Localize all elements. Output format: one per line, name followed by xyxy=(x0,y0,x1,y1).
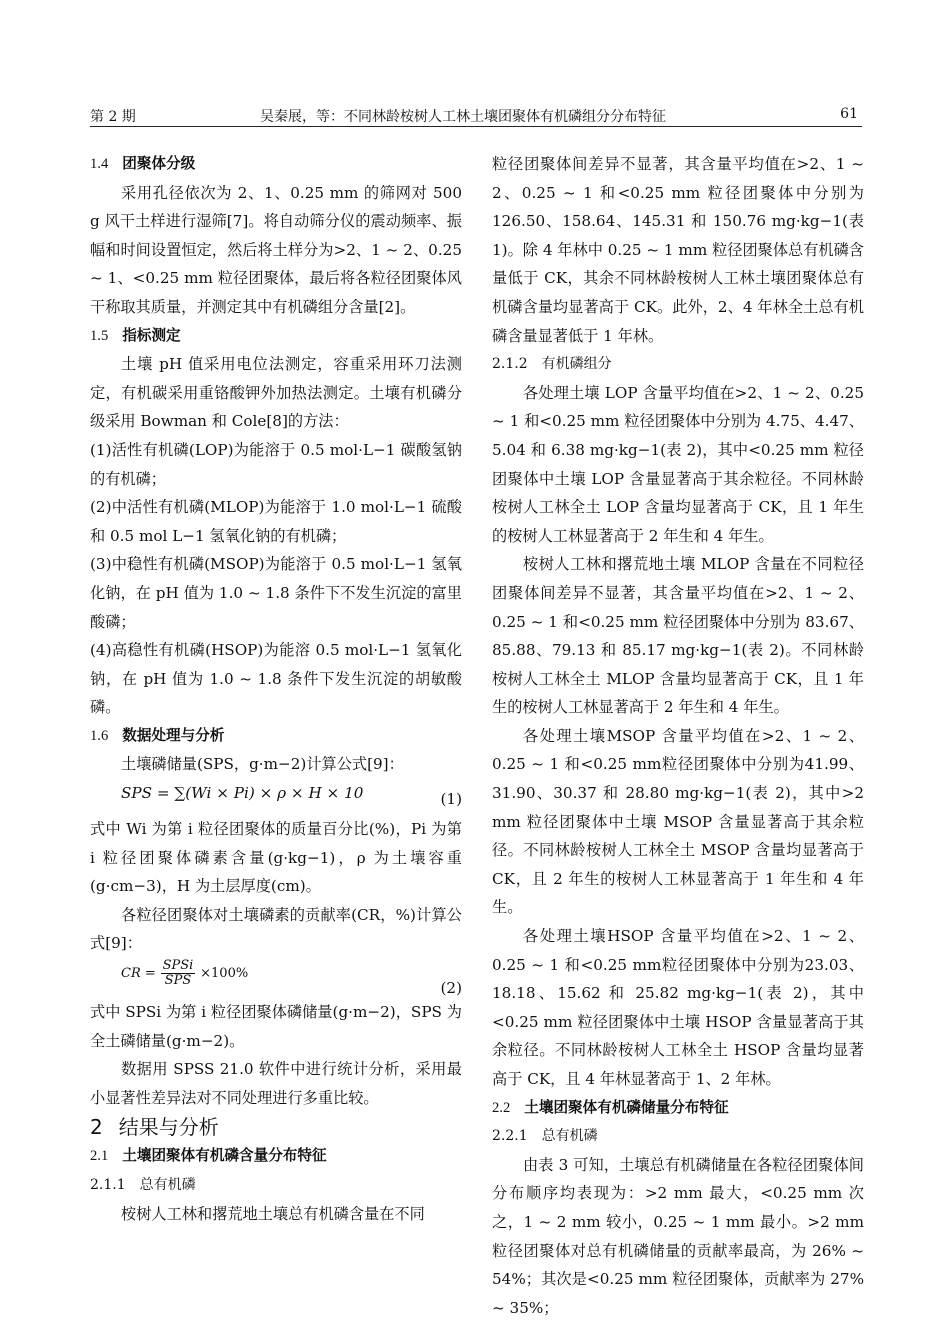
chapter-heading: 2 结果与分析 xyxy=(90,1115,219,1140)
right-column xyxy=(492,150,864,1322)
left-column xyxy=(90,150,462,1228)
equation-1: SPS = ∑(Wi × Pi) × ρ × H × 10 (1) xyxy=(90,779,462,809)
equation-2: CR = $\frac{\text{SPSi}}{\text{SPS}}$ ×100% (2) xyxy=(90,958,462,998)
equation-number: (1) xyxy=(440,790,462,809)
page-number: 61 xyxy=(840,106,858,122)
paragraph: 各粒径团聚体对土壤磷素的贡献率(CR，%)计算公式[9]： xyxy=(90,905,462,953)
running-header xyxy=(90,104,862,127)
paragraph: 桉树人工林和撂荒地土壤 MLOP 含量在不同粒径团聚体间差异不显著，其含量平均值在>2、1 ~ 2、0.25 ~ 1 和<0.25 mm 粒径团聚体中分别为 83.67、85.88、79.13 和 85.17 mg·kg−1(表 2)。不同林龄桉树人工林全土 MLOP 含量均显著高于 CK，且 1 年生的桉树人工林显著高于 2 年生和 4 年生。 xyxy=(492,555,864,717)
subsection-heading: 2.1.1 总有机磷 xyxy=(90,1177,196,1193)
paragraph: 各处理土壤 LOP 含量平均值在>2、1 ~ 2、0.25 ~ 1 和<0.25 mm 粒径团聚体中分别为 4.75、4.47、5.04 和 6.38 mg·kg−1(表 2)，其中<0.25 mm 粒径团聚体中土壤 LOP 含量显著高于其余粒径。不同林龄桉树人工林全土 LOP 含量均显著高于 CK，且 1 年生的桉树人工林显著高于 2 年生和 4 年生。 xyxy=(492,383,864,545)
list-item: (3)中稳性有机磷(MSOP)为能溶于 0.5 mol·L−1 氢氧化钠，在 pH 值为 1.0 ~ 1.8 条件下不发生沉淀的富里酸磷； xyxy=(90,555,462,631)
paragraph: 各处理土壤HSOP 含量平均值在>2、1 ~ 2、0.25 ~ 1 和<0.25 mm粒径团聚体中分别为23.03、18.18、15.62 和 25.82 mg·kg−1(表 2)，其中<0.25 mm 粒径团聚体中土壤 HSOP 含量显著高于其余粒径。不同林龄桉树人工林全土 HSOP 含量均显著高于 CK，且 4 年林显著高于 1、2 年林。 xyxy=(492,927,864,1088)
paragraph: 数据用 SPSS 21.0 软件中进行统计分析，采用最小显著性差异法对不同处理进行多重比较。 xyxy=(90,1060,462,1107)
equation-number: (2) xyxy=(440,979,462,998)
running-title: 吴秦展，等：不同林龄桉树人工林土壤团聚体有机磷组分分布特征 xyxy=(260,109,666,125)
paragraph: 式中 Wi 为第 i 粒径团聚体的质量百分比(%)，Pi 为第 i 粒径团聚体磷素含量(g·kg−1)，ρ 为土壤容重(g·cm−3)，H 为土层厚度(cm)。 xyxy=(90,820,462,896)
paragraph: 由表 3 可知，土壤总有机磷储量在各粒径团聚体间分布顺序均表现为：>2 mm 最大，<0.25 mm 次之，1 ~ 2 mm 较小，0.25 ~ 1 mm 最小。>2 mm 粒径团聚体对总有机磷储量的贡献率最高，为 26% ~ 54%；其次是<0.25 mm 粒径团聚体，贡献率为 27% ~ 35%； xyxy=(492,1155,864,1317)
paragraph: 式中 SPSi 为第 i 粒径团聚体磷储量(g·m−2)，SPS 为全土磷储量(g·m−2)。 xyxy=(90,1003,462,1050)
list-item: (4)高稳性有机磷(HSOP)为能溶 0.5 mol·L−1 氢氧化钠，在 pH 值为 1.0 ~ 1.8 条件下发生沉淀的胡敏酸磷。 xyxy=(90,641,462,717)
list-item: (1)活性有机磷(LOP)为能溶于 0.5 mol·L−1 碳酸氢钠的有机磷； xyxy=(90,440,462,488)
section-heading: 1.4 团聚体分级 xyxy=(90,155,196,172)
section-heading: 2.1 土壤团聚体有机磷含量分布特征 xyxy=(90,1147,327,1165)
section-heading: 1.6 数据处理与分析 xyxy=(90,726,225,744)
paragraph: 各处理土壤MSOP 含量平均值在>2、1 ~ 2、0.25 ~ 1 和<0.25 mm粒径团聚体中分别为41.99、31.90、30.37 和 28.80 mg·kg−1(表 2)，其中>2 mm 粒径团聚体中土壤 MSOP 含量显著高于其余粒径。不同林龄桉树人工林全土 MSOP 含量均显著高于 CK，且 2 年生的桉树人工林显著高于 1 年生和 4 年生。 xyxy=(492,726,864,917)
issue-number: 第 2 期 xyxy=(90,109,136,125)
paragraph: 桉树人工林和撂荒地土壤总有机磷含量在不同 xyxy=(121,1204,425,1223)
subsection-heading: 2.1.2 有机磷组分 xyxy=(492,356,612,373)
paragraph: 土壤 pH 值采用电位法测定，容重采用环刀法测定，有机碳采用重铬酸钾外加热法测定。土壤有机磷分级采用 Bowman 和 Cole[8]的方法： xyxy=(90,355,462,431)
section-heading: 2.2 土壤团聚体有机磷储量分布特征 xyxy=(492,1098,729,1116)
paragraph: 采用孔径依次为 2、1、0.25 mm 的筛网对 500 g 风干土样进行湿筛[7]。将自动筛分仪的震动频率、振幅和时间设置恒定，然后将土样分为>2、1 ~ 2、0.25 ~ 1、<0.25 mm 粒径团聚体，最后将各粒径团聚体风干称取其质量，并测定其中有机磷组分含量[2]。 xyxy=(90,183,462,316)
list-item: (2)中活性有机磷(MLOP)为能溶于 1.0 mol·L−1 硫酸和 0.5 mol L−1 氢氧化钠的有机磷； xyxy=(90,498,462,545)
paragraph: 土壤磷储量(SPS，g·m−2)计算公式[9]： xyxy=(121,755,404,774)
section-heading: 1.5 指标测定 xyxy=(90,326,181,344)
paragraph: 粒径团聚体间差异不显著，其含量平均值在>2、1 ~ 2、0.25 ~ 1 和<0.25 mm 粒径团聚体中分别为 126.50、158.64、145.31 和 150.76 mg·kg−1(表 1)。除 4 年林中 0.25 ~ 1 mm 粒径团聚体总有机磷含量低于 CK，其余不同林龄桉树人工林土壤团聚体总有机磷含量均显著高于 CK。此外，2、4 年林全土总有机磷含量显著低于 1 年林。 xyxy=(492,155,864,345)
subsection-heading: 2.2.1 总有机磷 xyxy=(492,1128,598,1145)
